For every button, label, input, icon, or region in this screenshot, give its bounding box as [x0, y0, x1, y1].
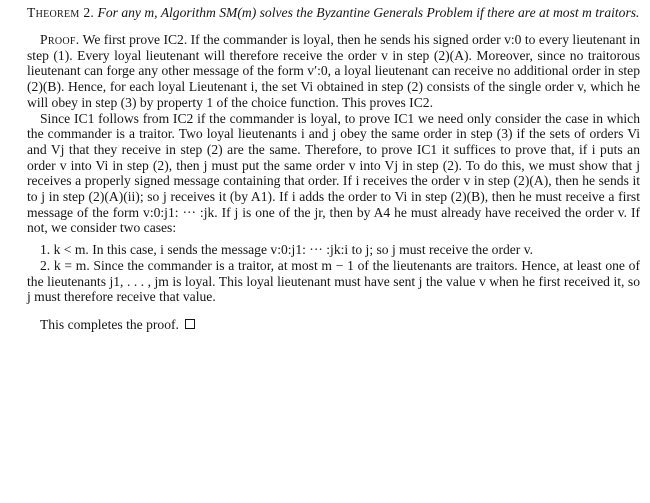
theorem-block	[27, 4, 640, 21]
case-2: 2. k = m. Since the commander is a traitor, at most m − 1 of the lieutenants are traitors. Hence, at least one of the lieutenants j1, . . . , jm is loyal. This loyal lieutenant must have sent j the value v when he first received it, so j must therefore receive that value.	[27, 257, 640, 305]
proof-paragraph-2: Since IC1 follows from IC2 if the commander is loyal, to prove IC1 we need only consider the case in which the commander is a traitor. Two loyal lieutenants i and j obey the same order in step (3) if the sets of orders Vi and Vj that they receive in step (2) are the same. Therefore, to prove IC1 it suffices to prove that, if i puts an order v into Vi in step (2), then j must put the same order v into Vj in step (2). To do this, we must show that j receives a properly signed message containing that order. If i receives the order v in step (2)(A), then he sends it to j in step (2)(A)(ii); so j receives it (by A1). If i adds the order to Vi in step (2)(B), then he must receive a first message of the form v:0:j1: ··· :jk. If j is one of the jr, then by A4 he must already have received the order v. If not, we consider two cases:	[27, 110, 640, 236]
theorem-statement: For any m, Algorithm SM(m) solves the Byzantine Generals Problem if there are at most m traitors.	[97, 5, 640, 20]
case-1: 1. k < m. In this case, i sends the message v:0:j1: ··· :jk:i to j; so j must receive the order v.	[40, 242, 534, 258]
case-list	[27, 242, 640, 305]
proof-label: Proof.	[40, 32, 80, 47]
theorem-heading: Theorem 2.	[27, 5, 95, 20]
closing-text: This completes the proof.	[40, 316, 179, 332]
proof-paragraph-1-text: We first prove IC2. If the commander is loyal, then he sends his signed order v:0 to every lieutenant in step (1). Every loyal lieutenant will therefore receive the order v in step (2)(A). Moreover, since no traitorous lieutenant can forge any other message of the form v′:0, a loyal lieutenant can receive no additional order in step (2)(B). Hence, for each loyal Lieutenant i, the set Vi obtained in step (2) consists of the single order v, which he will obey in step (3) by property 1 of the choice function. This proves IC2.	[27, 32, 640, 110]
proof-paragraph-1	[27, 32, 640, 111]
qed-box-icon	[185, 319, 195, 329]
proof-closing	[27, 317, 640, 333]
